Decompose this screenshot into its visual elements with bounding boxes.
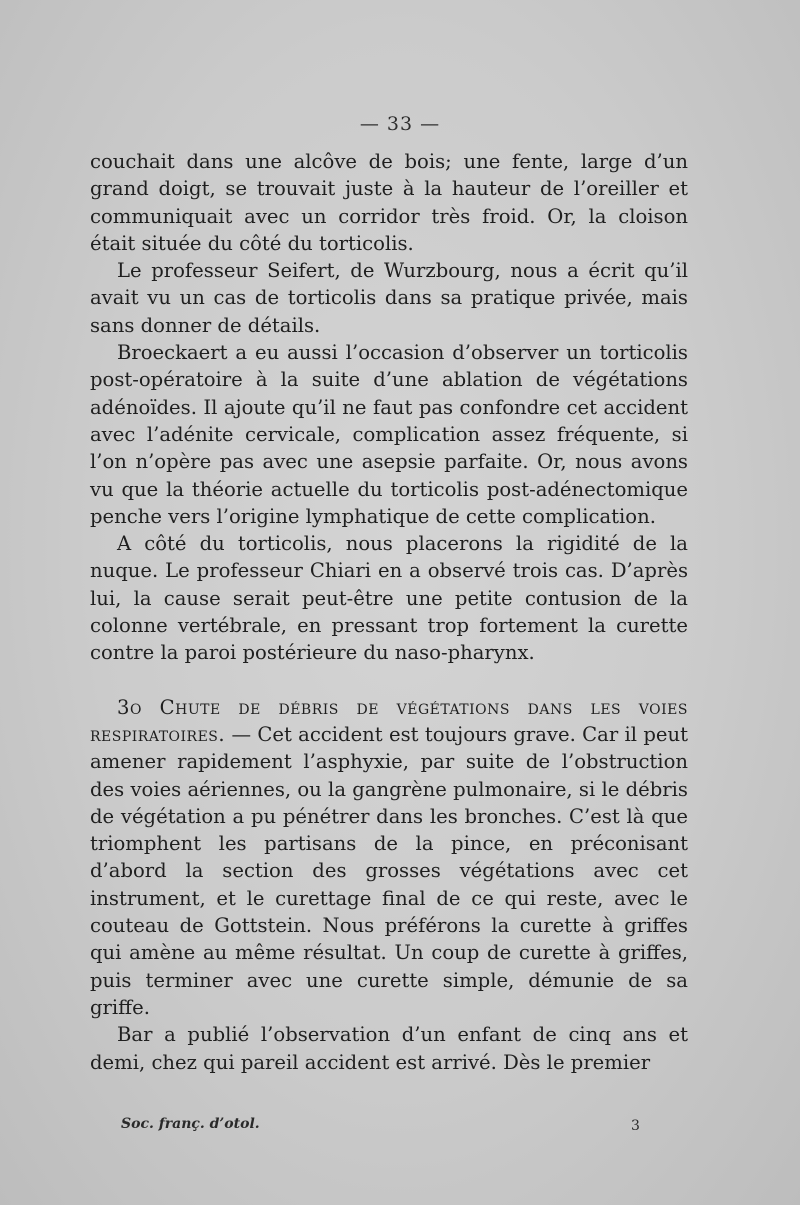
paragraph-seifert: Le professeur Seifert, de Wurzbourg, nous a écrit qu’il avait vu un cas de torticolis dans sa pratique privée, mais sans donner de détails. [90,259,688,337]
footer-source: Soc. franç. d’otol. [121,1116,260,1132]
paragraph-chiari: A côté du torticolis, nous placerons la rigidité de la nuque. Le professeur Chiari en a observé trois cas. D’après lui, la cause serait peut-être une petite contusion de la colonne vertébrale, en pressant trop fortement la curette contre la paroi postérieure du naso-pharynx. [90,532,688,665]
page-number: — 33 — [359,113,441,135]
section-heading: 3o Chute de débris de végétations dans les voies respiratoires. [90,695,688,746]
section-chute-de-debris [90,694,688,1022]
paragraph-broeckaert: Broeckaert a eu aussi l’occasion d’observer un torticolis post-opératoire à la suite d’une ablation de végétations adénoïdes. Il ajoute qu’il ne faut pas confondre cet accident avec l’adénite cervicale, complication assez fréquente, si l’on n’opère pas avec une asepsie parfaite. Or, nous avons vu que la théorie actuelle du torticolis post-adénectomique penche vers l’origine lymphatique de cette complication. [90,341,688,528]
paragraph-continuation: couchait dans une alcôve de bois; une fente, large d’un grand doigt, se trouvait juste à la hauteur de l’oreiller et communiquait avec un corridor très froid. Or, la cloison était située du côté du torticolis. [90,150,688,255]
body-text [90,148,688,1076]
footer-signature-mark: 3 [631,1118,640,1134]
section-text: — Cet accident est toujours grave. Car il peut amener rapidement l’asphyxie, par suite de l’obstruction des voies aériennes, ou la gangrène pulmonaire, si le débris de végétation a pu pénétrer dans les bronches. C’est là que triomphent les partisans de la pince, en préconisant d’abord la section des grosses végétations avec cet instrument, et le curettage final de ce qui reste, avec le couteau de Gottstein. Nous préférons la curette à griffes qui amène au même résultat. Un coup de curette à griffes, puis terminer avec une curette simple, démunie de sa griffe. [90,722,688,1019]
paragraph-bar: Bar a publié l’observation d’un enfant de cinq ans et demi, chez qui pareil accident est arrivé. Dès le premier [90,1023,688,1074]
